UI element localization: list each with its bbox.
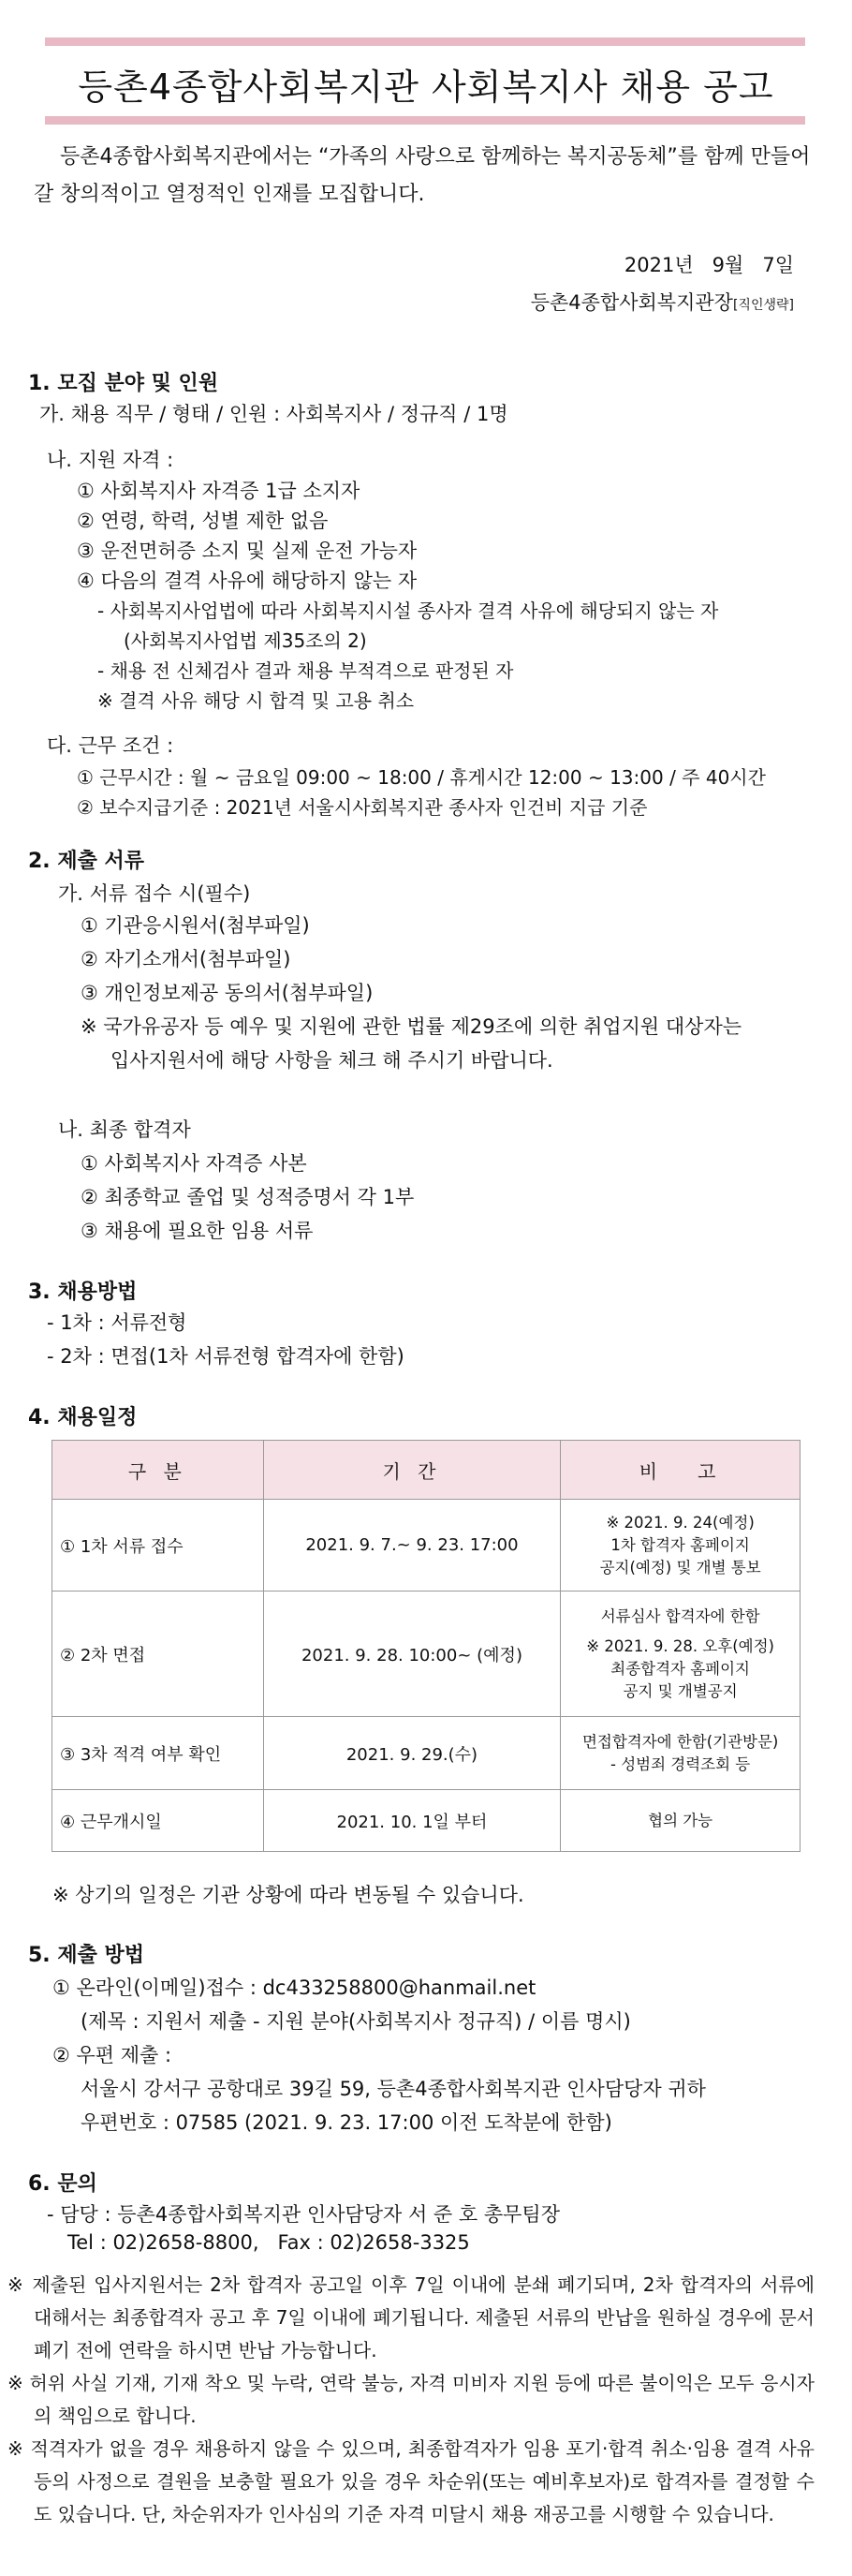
page-title: 등촌4종합사회복지관 사회복지사 채용 공고	[78, 67, 774, 108]
s2-f3: ③ 채용에 필요한 임용 서류	[81, 1220, 314, 1242]
footnote: ※ 제출된 입사지원서는 2차 합격자 공고일 이후 7일 이내에 분쇄 폐기되며, 2차 합격자의 서류에 대해서는 최종합격자 공고 후 7일 이내에 폐기됩니다. 제출된 서류의 반납을 원하실 경우에 문서 폐기 전에 연락을 하시면 반납 가능합니다.	[7, 2273, 815, 2361]
header-period: 기 간	[263, 1441, 561, 1500]
s5-m1b: (제목 : 지원서 제출 - 지원 분야(사회복지사 정규직) / 이름 명시)	[81, 2010, 631, 2033]
row-step: ② 2차 면접	[52, 1591, 264, 1717]
note-line: 공지(예정) 및 개별 통보	[599, 1558, 761, 1577]
s5-m2a: 서울시 강서구 공항대로 39길 59, 등촌4종합사회복지관 인사담당자 귀하	[81, 2078, 706, 2100]
s3-r1: - 1차 : 서류전형	[47, 1311, 187, 1334]
s3-r2: - 2차 : 면접(1차 서류전형 합격자에 한함)	[47, 1345, 404, 1368]
intro-line-2: 갈 창의적이고 열정적인 인재를 모집합니다.	[34, 183, 425, 206]
s1-q4: ④ 다음의 결격 사유에 해당하지 않는 자	[77, 570, 418, 592]
s1-q4c: - 채용 전 신체검사 결과 채용 부적격으로 판정된 자	[97, 659, 514, 682]
schedule-remark: ※ 상기의 일정은 기관 상황에 따라 변동될 수 있습니다.	[52, 1884, 524, 1906]
section-1-heading: 1. 모집 분야 및 인원	[28, 372, 219, 395]
note-line: 협의 가능	[648, 1811, 713, 1829]
row-period: 2021. 9. 7.~ 9. 23. 17:00	[263, 1500, 561, 1591]
section-3-heading: 3. 채용방법	[28, 1281, 138, 1304]
s5-m2b: 우편번호 : 07585 (2021. 9. 23. 17:00 이전 도착분에 한함)	[81, 2111, 612, 2134]
s2-d3: ③ 개인정보제공 동의서(첨부파일)	[81, 982, 374, 1004]
s2-d4a: ※ 국가유공자 등 예우 및 지원에 관한 법률 제29조에 의한 취업지원 대상자는	[81, 1015, 742, 1038]
row-note	[561, 1790, 801, 1852]
intro-paragraph	[34, 139, 815, 214]
s1-q4d: ※ 결격 사유 해당 시 합격 및 고용 취소	[97, 689, 415, 712]
row-note	[561, 1717, 801, 1790]
s1-na: 나. 지원 자격 :	[47, 449, 174, 471]
footnotes	[7, 2269, 815, 2531]
footnote: ※ 허위 사실 기재, 기재 착오 및 누락, 연락 불능, 자격 미비자 지원 등에 따른 불이익은 모두 응시자의 책임으로 합니다.	[7, 2372, 815, 2427]
row-period: 2021. 10. 1일 부터	[263, 1790, 561, 1852]
note-line: 1차 합격자 홈페이지	[610, 1535, 750, 1554]
s1-w2: ② 보수지급기준 : 2021년 서울시사회복지관 종사자 인건비 지급 기준	[77, 796, 648, 819]
note-line: - 성범죄 경력조회 등	[610, 1754, 751, 1773]
table-header-row	[52, 1441, 801, 1500]
table-row	[52, 1500, 801, 1591]
s2-ga: 가. 서류 접수 시(필수)	[58, 882, 251, 905]
s6-c1: - 담당 : 등촌4종합사회복지관 인사담당자 서 준 호 총무팀장	[47, 2203, 560, 2226]
row-step: ④ 근무개시일	[52, 1790, 264, 1852]
note-line: 서류심사 합격자에 한함	[600, 1606, 760, 1625]
s6-c2: Tel : 02)2658-8800, Fax : 02)2658-3325	[67, 2231, 470, 2254]
row-note	[561, 1591, 801, 1717]
email-line: ① 온라인(이메일)접수 : dc433258800@hanmail.net	[52, 1976, 536, 1999]
s2-f1: ① 사회복지사 자격증 사본	[81, 1152, 307, 1175]
announcement-date: 2021년 9월 7일	[624, 254, 794, 276]
row-note	[561, 1500, 801, 1591]
row-period: 2021. 9. 29.(수)	[263, 1717, 561, 1790]
s1-da: 다. 근무 조건 :	[47, 734, 174, 757]
table-row	[52, 1591, 801, 1717]
footnote: ※ 적격자가 없을 경우 채용하지 않을 수 있으며, 최종합격자가 임용 포기·합격 취소·임용 결격 사유 등의 사정으로 결원을 보충할 필요가 있을 경우 차순위(또는 예비후보자)로 합격자를 결정할 수도 있습니다. 단, 차순위자가 인사심의 기준 자격 미달시 채용 재공고를 시행할 수 있습니다.	[7, 2437, 815, 2525]
section-5-heading: 5. 제출 방법	[28, 1944, 144, 1967]
top-accent-bar	[45, 37, 805, 46]
header-step: 구 분	[52, 1441, 264, 1500]
s1-q4b: (사회복지사업법 제35조의 2)	[124, 629, 367, 652]
s1-w1: ① 근무시간 : 월 ~ 금요일 09:00 ~ 18:00 / 휴게시간 12:00 ~ 13:00 / 주 40시간	[77, 766, 766, 789]
signer	[531, 288, 794, 316]
intro-line-1: 등촌4종합사회복지관에서는 “가족의 사랑으로 함께하는 복지공동체”를 함께 만들어	[60, 145, 811, 169]
table-row	[52, 1717, 801, 1790]
s5-m1	[52, 1973, 536, 2001]
note-line: 공지 및 개별공지	[623, 1681, 738, 1700]
note-line: 면접합격자에 한함(기관방문)	[581, 1732, 779, 1751]
seal-note: [직인생략]	[732, 298, 794, 313]
s2-d2: ② 자기소개서(첨부파일)	[81, 948, 291, 970]
row-step: ① 1차 서류 접수	[52, 1500, 264, 1591]
header-note: 비 고	[561, 1441, 801, 1500]
s1-q2: ② 연령, 학력, 성별 제한 없음	[77, 510, 329, 532]
schedule-table	[51, 1440, 801, 1852]
s1-q4a: - 사회복지사업법에 따라 사회복지시설 종사자 결격 사유에 해당되지 않는 자	[97, 600, 719, 622]
s1-q3: ③ 운전면허증 소지 및 실제 운전 가능자	[77, 540, 418, 562]
bottom-accent-bar	[45, 116, 805, 125]
section-2-heading: 2. 제출 서류	[28, 850, 144, 873]
note-line: ※ 2021. 9. 24(예정)	[606, 1513, 755, 1532]
s2-na: 나. 최종 합격자	[58, 1118, 191, 1141]
note-line: 최종합격자 홈페이지	[610, 1659, 750, 1678]
section-6-heading: 6. 문의	[28, 2172, 97, 2196]
s1-ga: 가. 채용 직무 / 형태 / 인원 : 사회복지사 / 정규직 / 1명	[39, 403, 508, 425]
note-line: ※ 2021. 9. 28. 오후(예정)	[586, 1636, 774, 1655]
s2-d4b: 입사지원서에 해당 사항을 체크 해 주시기 바랍니다.	[110, 1049, 553, 1072]
section-4-heading: 4. 채용일정	[28, 1406, 138, 1429]
s5-m2: ② 우편 제출 :	[52, 2044, 172, 2066]
row-period: 2021. 9. 28. 10:00~ (예정)	[263, 1591, 561, 1717]
signer-name: 등촌4종합사회복지관장	[530, 291, 733, 314]
s2-f2: ② 최종학교 졸업 및 성적증명서 각 1부	[81, 1186, 415, 1208]
row-step: ③ 3차 적격 여부 확인	[52, 1717, 264, 1790]
s2-d1: ① 기관응시원서(첨부파일)	[81, 914, 310, 937]
table-row	[52, 1790, 801, 1852]
s1-q1: ① 사회복지사 자격증 1급 소지자	[77, 480, 360, 502]
